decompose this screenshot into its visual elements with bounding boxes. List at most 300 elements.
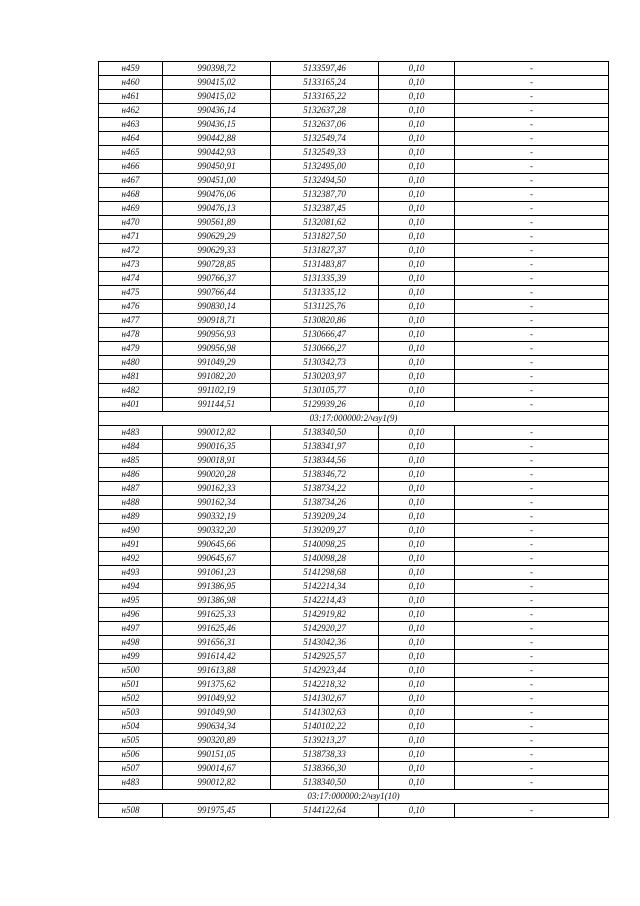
point-id-cell: н466 [99,160,163,174]
y-coordinate-cell: 5138344,56 [271,454,379,468]
accuracy-cell: 0,10 [379,370,455,384]
y-coordinate-cell: 5139213,27 [271,734,379,748]
x-coordinate-cell: 990436,14 [163,104,271,118]
table-row [99,482,609,496]
table-row [99,580,609,594]
y-coordinate-cell: 5132387,45 [271,202,379,216]
y-coordinate-cell: 5142919,82 [271,608,379,622]
table-row [99,398,609,412]
table-row [99,440,609,454]
note-cell: - [455,468,609,482]
note-cell: - [455,664,609,678]
accuracy-cell: 0,10 [379,468,455,482]
y-coordinate-cell: 5140102,22 [271,720,379,734]
point-id-cell: н505 [99,734,163,748]
note-cell: - [455,748,609,762]
note-cell: - [455,258,609,272]
note-cell: - [455,104,609,118]
point-id-cell: н459 [99,62,163,76]
table-row [99,468,609,482]
note-cell: - [455,594,609,608]
x-coordinate-cell: 991614,42 [163,650,271,664]
point-id-cell: н508 [99,804,163,818]
y-coordinate-cell: 5138346,72 [271,468,379,482]
note-cell: - [455,314,609,328]
table-row [99,454,609,468]
note-cell: - [455,804,609,818]
y-coordinate-cell: 5138340,50 [271,776,379,790]
note-cell: - [455,244,609,258]
table-row [99,426,609,440]
table-row [99,160,609,174]
note-cell: - [455,426,609,440]
x-coordinate-cell: 990728,85 [163,258,271,272]
table-row [99,342,609,356]
x-coordinate-cell: 990320,89 [163,734,271,748]
y-coordinate-cell: 5141302,67 [271,692,379,706]
y-coordinate-cell: 5131827,50 [271,230,379,244]
y-coordinate-cell: 5133597,46 [271,62,379,76]
x-coordinate-cell: 990561,89 [163,216,271,230]
table-row [99,706,609,720]
note-cell: - [455,174,609,188]
table-row [99,678,609,692]
y-coordinate-cell: 5131827,37 [271,244,379,258]
x-coordinate-cell: 990012,82 [163,426,271,440]
point-id-cell: н401 [99,398,163,412]
accuracy-cell: 0,10 [379,482,455,496]
x-coordinate-cell: 991144,51 [163,398,271,412]
x-coordinate-cell: 990018,91 [163,454,271,468]
accuracy-cell: 0,10 [379,356,455,370]
accuracy-cell: 0,10 [379,804,455,818]
note-cell: - [455,692,609,706]
x-coordinate-cell: 990766,44 [163,286,271,300]
y-coordinate-cell: 5138366,30 [271,762,379,776]
x-coordinate-cell: 990766,37 [163,272,271,286]
x-coordinate-cell: 990332,19 [163,510,271,524]
note-cell: - [455,440,609,454]
accuracy-cell: 0,10 [379,608,455,622]
section-header-row [99,790,609,804]
x-coordinate-cell: 991625,46 [163,622,271,636]
accuracy-cell: 0,10 [379,314,455,328]
note-cell: - [455,608,609,622]
x-coordinate-cell: 990332,20 [163,524,271,538]
y-coordinate-cell: 5130820,86 [271,314,379,328]
table-row [99,230,609,244]
x-coordinate-cell: 990415,02 [163,90,271,104]
note-cell: - [455,650,609,664]
y-coordinate-cell: 5130666,47 [271,328,379,342]
x-coordinate-cell: 990436,15 [163,118,271,132]
note-cell: - [455,384,609,398]
point-id-cell: н483 [99,426,163,440]
point-id-cell: н487 [99,482,163,496]
point-id-cell: н504 [99,720,163,734]
accuracy-cell: 0,10 [379,146,455,160]
x-coordinate-cell: 991975,45 [163,804,271,818]
point-id-cell: н461 [99,90,163,104]
y-coordinate-cell: 5129939,26 [271,398,379,412]
accuracy-cell: 0,10 [379,174,455,188]
point-id-cell: н478 [99,328,163,342]
accuracy-cell: 0,10 [379,524,455,538]
x-coordinate-cell: 990830,14 [163,300,271,314]
section-title: 03:17:000000:2/чзу1(9) [99,412,609,426]
section-title: 03:17:000000:2/чзу1(10) [99,790,609,804]
point-id-cell: н465 [99,146,163,160]
x-coordinate-cell: 990012,82 [163,776,271,790]
table-row [99,328,609,342]
table-row [99,776,609,790]
note-cell: - [455,230,609,244]
table-row [99,314,609,328]
point-id-cell: н477 [99,314,163,328]
accuracy-cell: 0,10 [379,594,455,608]
point-id-cell: н481 [99,370,163,384]
table-row [99,188,609,202]
x-coordinate-cell: 990918,71 [163,314,271,328]
note-cell: - [455,762,609,776]
point-id-cell: н498 [99,636,163,650]
point-id-cell: н485 [99,454,163,468]
note-cell: - [455,356,609,370]
x-coordinate-cell: 990956,98 [163,342,271,356]
table-row [99,244,609,258]
point-id-cell: н468 [99,188,163,202]
y-coordinate-cell: 5142214,34 [271,580,379,594]
point-id-cell: н489 [99,510,163,524]
y-coordinate-cell: 5131335,39 [271,272,379,286]
note-cell: - [455,496,609,510]
accuracy-cell: 0,10 [379,328,455,342]
table-row [99,538,609,552]
section-header-row [99,412,609,426]
point-id-cell: н496 [99,608,163,622]
table-row [99,622,609,636]
point-id-cell: н480 [99,356,163,370]
table-row [99,384,609,398]
x-coordinate-cell: 990442,93 [163,146,271,160]
x-coordinate-cell: 991049,29 [163,356,271,370]
table-row [99,300,609,314]
x-coordinate-cell: 990442,88 [163,132,271,146]
accuracy-cell: 0,10 [379,244,455,258]
note-cell: - [455,454,609,468]
note-cell: - [455,146,609,160]
point-id-cell: н486 [99,468,163,482]
point-id-cell: н483 [99,776,163,790]
point-id-cell: н491 [99,538,163,552]
y-coordinate-cell: 5142920,27 [271,622,379,636]
point-id-cell: н506 [99,748,163,762]
table-row [99,62,609,76]
table-row [99,608,609,622]
x-coordinate-cell: 991049,92 [163,692,271,706]
x-coordinate-cell: 991049,90 [163,706,271,720]
y-coordinate-cell: 5139209,24 [271,510,379,524]
accuracy-cell: 0,10 [379,664,455,678]
note-cell: - [455,776,609,790]
note-cell: - [455,538,609,552]
note-cell: - [455,720,609,734]
y-coordinate-cell: 5138734,26 [271,496,379,510]
x-coordinate-cell: 990645,67 [163,552,271,566]
x-coordinate-cell: 990451,00 [163,174,271,188]
table-row [99,720,609,734]
accuracy-cell: 0,10 [379,734,455,748]
accuracy-cell: 0,10 [379,342,455,356]
accuracy-cell: 0,10 [379,90,455,104]
x-coordinate-cell: 990476,06 [163,188,271,202]
note-cell: - [455,524,609,538]
x-coordinate-cell: 990629,33 [163,244,271,258]
note-cell: - [455,398,609,412]
point-id-cell: н507 [99,762,163,776]
accuracy-cell: 0,10 [379,384,455,398]
accuracy-cell: 0,10 [379,552,455,566]
table-row [99,734,609,748]
accuracy-cell: 0,10 [379,692,455,706]
accuracy-cell: 0,10 [379,118,455,132]
table-row [99,692,609,706]
x-coordinate-cell: 990162,33 [163,482,271,496]
note-cell: - [455,678,609,692]
accuracy-cell: 0,10 [379,678,455,692]
point-id-cell: н497 [99,622,163,636]
x-coordinate-cell: 990014,67 [163,762,271,776]
point-id-cell: н474 [99,272,163,286]
point-id-cell: н460 [99,76,163,90]
note-cell: - [455,76,609,90]
point-id-cell: н494 [99,580,163,594]
accuracy-cell: 0,10 [379,706,455,720]
y-coordinate-cell: 5130666,27 [271,342,379,356]
y-coordinate-cell: 5142214,43 [271,594,379,608]
table-row [99,104,609,118]
x-coordinate-cell: 991656,31 [163,636,271,650]
y-coordinate-cell: 5133165,22 [271,90,379,104]
y-coordinate-cell: 5140098,28 [271,552,379,566]
accuracy-cell: 0,10 [379,230,455,244]
accuracy-cell: 0,10 [379,398,455,412]
table-row [99,174,609,188]
x-coordinate-cell: 990634,34 [163,720,271,734]
point-id-cell: н490 [99,524,163,538]
note-cell: - [455,62,609,76]
note-cell: - [455,370,609,384]
y-coordinate-cell: 5132387,70 [271,188,379,202]
table-row [99,146,609,160]
accuracy-cell: 0,10 [379,202,455,216]
accuracy-cell: 0,10 [379,300,455,314]
point-id-cell: н482 [99,384,163,398]
note-cell: - [455,342,609,356]
table-row [99,202,609,216]
accuracy-cell: 0,10 [379,454,455,468]
table-row [99,636,609,650]
point-id-cell: н501 [99,678,163,692]
x-coordinate-cell: 990162,34 [163,496,271,510]
x-coordinate-cell: 990415,02 [163,76,271,90]
note-cell: - [455,272,609,286]
table-row [99,496,609,510]
y-coordinate-cell: 5131125,76 [271,300,379,314]
x-coordinate-cell: 991082,20 [163,370,271,384]
y-coordinate-cell: 5142218,32 [271,678,379,692]
y-coordinate-cell: 5132637,06 [271,118,379,132]
note-cell: - [455,482,609,496]
x-coordinate-cell: 990476,13 [163,202,271,216]
note-cell: - [455,160,609,174]
point-id-cell: н476 [99,300,163,314]
coordinates-table-body [99,62,609,818]
y-coordinate-cell: 5138738,33 [271,748,379,762]
point-id-cell: н469 [99,202,163,216]
accuracy-cell: 0,10 [379,622,455,636]
table-row [99,510,609,524]
x-coordinate-cell: 990016,35 [163,440,271,454]
point-id-cell: н475 [99,286,163,300]
x-coordinate-cell: 991061,23 [163,566,271,580]
accuracy-cell: 0,10 [379,188,455,202]
accuracy-cell: 0,10 [379,496,455,510]
coordinates-table [98,61,609,818]
point-id-cell: н472 [99,244,163,258]
table-row [99,216,609,230]
y-coordinate-cell: 5141298,68 [271,566,379,580]
accuracy-cell: 0,10 [379,104,455,118]
note-cell: - [455,328,609,342]
x-coordinate-cell: 990645,66 [163,538,271,552]
note-cell: - [455,622,609,636]
y-coordinate-cell: 5143042,36 [271,636,379,650]
accuracy-cell: 0,10 [379,76,455,90]
accuracy-cell: 0,10 [379,566,455,580]
accuracy-cell: 0,10 [379,510,455,524]
note-cell: - [455,300,609,314]
table-row [99,650,609,664]
x-coordinate-cell: 991625,33 [163,608,271,622]
accuracy-cell: 0,10 [379,776,455,790]
y-coordinate-cell: 5138340,50 [271,426,379,440]
note-cell: - [455,636,609,650]
note-cell: - [455,216,609,230]
note-cell: - [455,202,609,216]
accuracy-cell: 0,10 [379,748,455,762]
x-coordinate-cell: 991102,19 [163,384,271,398]
accuracy-cell: 0,10 [379,636,455,650]
point-id-cell: н495 [99,594,163,608]
y-coordinate-cell: 5132494,50 [271,174,379,188]
accuracy-cell: 0,10 [379,132,455,146]
point-id-cell: н484 [99,440,163,454]
point-id-cell: н464 [99,132,163,146]
point-id-cell: н499 [99,650,163,664]
accuracy-cell: 0,10 [379,272,455,286]
x-coordinate-cell: 990629,29 [163,230,271,244]
table-row [99,286,609,300]
y-coordinate-cell: 5141302,63 [271,706,379,720]
accuracy-cell: 0,10 [379,440,455,454]
table-row [99,258,609,272]
table-row [99,132,609,146]
point-id-cell: н492 [99,552,163,566]
accuracy-cell: 0,10 [379,720,455,734]
y-coordinate-cell: 5138734,22 [271,482,379,496]
note-cell: - [455,118,609,132]
point-id-cell: н462 [99,104,163,118]
note-cell: - [455,566,609,580]
table-row [99,76,609,90]
accuracy-cell: 0,10 [379,762,455,776]
table-row [99,90,609,104]
accuracy-cell: 0,10 [379,580,455,594]
y-coordinate-cell: 5142923,44 [271,664,379,678]
table-row [99,118,609,132]
table-row [99,804,609,818]
note-cell: - [455,734,609,748]
y-coordinate-cell: 5132081,62 [271,216,379,230]
table-row [99,370,609,384]
y-coordinate-cell: 5142925,57 [271,650,379,664]
point-id-cell: н467 [99,174,163,188]
note-cell: - [455,132,609,146]
point-id-cell: н488 [99,496,163,510]
table-row [99,356,609,370]
point-id-cell: н471 [99,230,163,244]
table-row [99,272,609,286]
y-coordinate-cell: 5131483,87 [271,258,379,272]
y-coordinate-cell: 5132549,74 [271,132,379,146]
table-row [99,664,609,678]
table-row [99,552,609,566]
point-id-cell: н473 [99,258,163,272]
x-coordinate-cell: 990956,93 [163,328,271,342]
x-coordinate-cell: 990398,72 [163,62,271,76]
point-id-cell: н493 [99,566,163,580]
accuracy-cell: 0,10 [379,538,455,552]
point-id-cell: н463 [99,118,163,132]
point-id-cell: н479 [99,342,163,356]
accuracy-cell: 0,10 [379,650,455,664]
y-coordinate-cell: 5133165,24 [271,76,379,90]
accuracy-cell: 0,10 [379,160,455,174]
y-coordinate-cell: 5138341,97 [271,440,379,454]
point-id-cell: н502 [99,692,163,706]
accuracy-cell: 0,10 [379,286,455,300]
point-id-cell: н500 [99,664,163,678]
accuracy-cell: 0,10 [379,62,455,76]
note-cell: - [455,188,609,202]
point-id-cell: н470 [99,216,163,230]
note-cell: - [455,580,609,594]
accuracy-cell: 0,10 [379,216,455,230]
y-coordinate-cell: 5130105,77 [271,384,379,398]
x-coordinate-cell: 991386,98 [163,594,271,608]
x-coordinate-cell: 991613,88 [163,664,271,678]
x-coordinate-cell: 991375,62 [163,678,271,692]
table-row [99,566,609,580]
accuracy-cell: 0,10 [379,258,455,272]
note-cell: - [455,286,609,300]
point-id-cell: н503 [99,706,163,720]
table-row [99,748,609,762]
note-cell: - [455,706,609,720]
note-cell: - [455,552,609,566]
y-coordinate-cell: 5132549,33 [271,146,379,160]
